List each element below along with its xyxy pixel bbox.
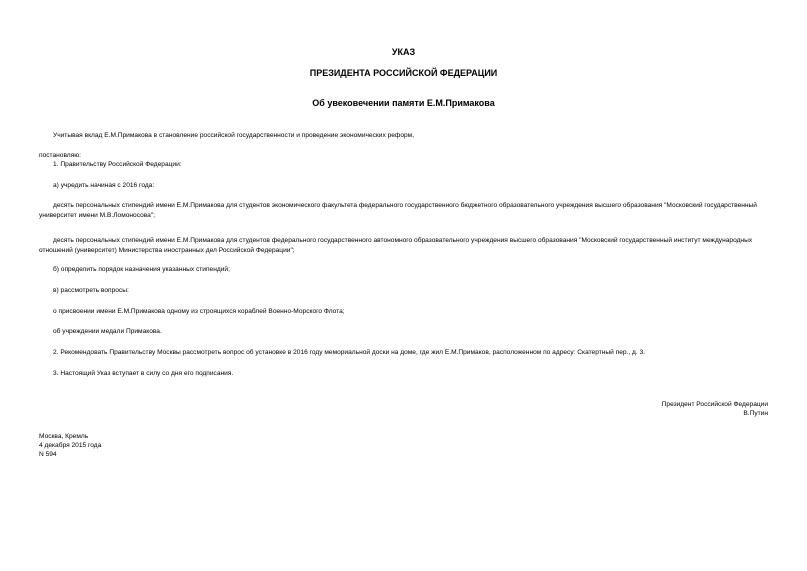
signing-date: 4 декабря 2015 года [39,442,102,449]
item-1: 1. Правительству Российской Федерации: [53,161,182,168]
decree-word: постановляю: [39,152,82,159]
signatory-name: В.Путин [743,410,768,417]
preamble-text: Учитывая вклад Е.М.Примакова в становление российской государственности и проведение экономических реформ, [53,132,415,139]
signatory-position: Президент Российской Федерации [661,401,768,408]
question-medal: об учреждении медали Примакова. [53,328,162,335]
stipend-mgimo: десять персональных стипендий имени Е.М.Примакова для студентов федерального государственного автономного образовательного учреждения высшего образования "Московский государственный институт международных отношений (университет) Министерства иностранных дел Российской Федерации"; [39,237,753,254]
item-1c: в) рассмотреть вопросы: [53,287,129,294]
item-2: 2. Рекомендовать Правительству Москвы рассмотреть вопрос об установке в 2016 году мемориальной доски на доме, где жил Е.М.Примаков, расположенном по адресу: Скатертный пер., д. 3. [53,349,646,356]
question-ship: о присвоении имени Е.М.Примакова одному из строящихся кораблей Военно-Морского Флота; [53,308,345,315]
signing-place: Москва, Кремль [39,433,89,440]
decree-issuer: ПРЕЗИДЕНТА РОССИЙСКОЙ ФЕДЕРАЦИИ [309,68,498,78]
decree-subject: Об увековечении памяти Е.М.Примакова [312,98,495,108]
item-3: 3. Настоящий Указ вступает в силу со дня его подписания. [53,370,234,377]
decree-number: N 594 [39,451,57,458]
decree-title: УКАЗ [391,47,416,57]
item-1b: б) определить порядок назначения указанных стипендий; [53,266,230,273]
stipend-msu: десять персональных стипендий имени Е.М.Примакова для студентов экономического факультета федерального государственного бюджетного образовательного учреждения высшего образования "Московский государственный университет имени М.В.Ломоносова"; [39,202,757,219]
item-1a: а) учредить начиная с 2016 года: [53,182,155,189]
